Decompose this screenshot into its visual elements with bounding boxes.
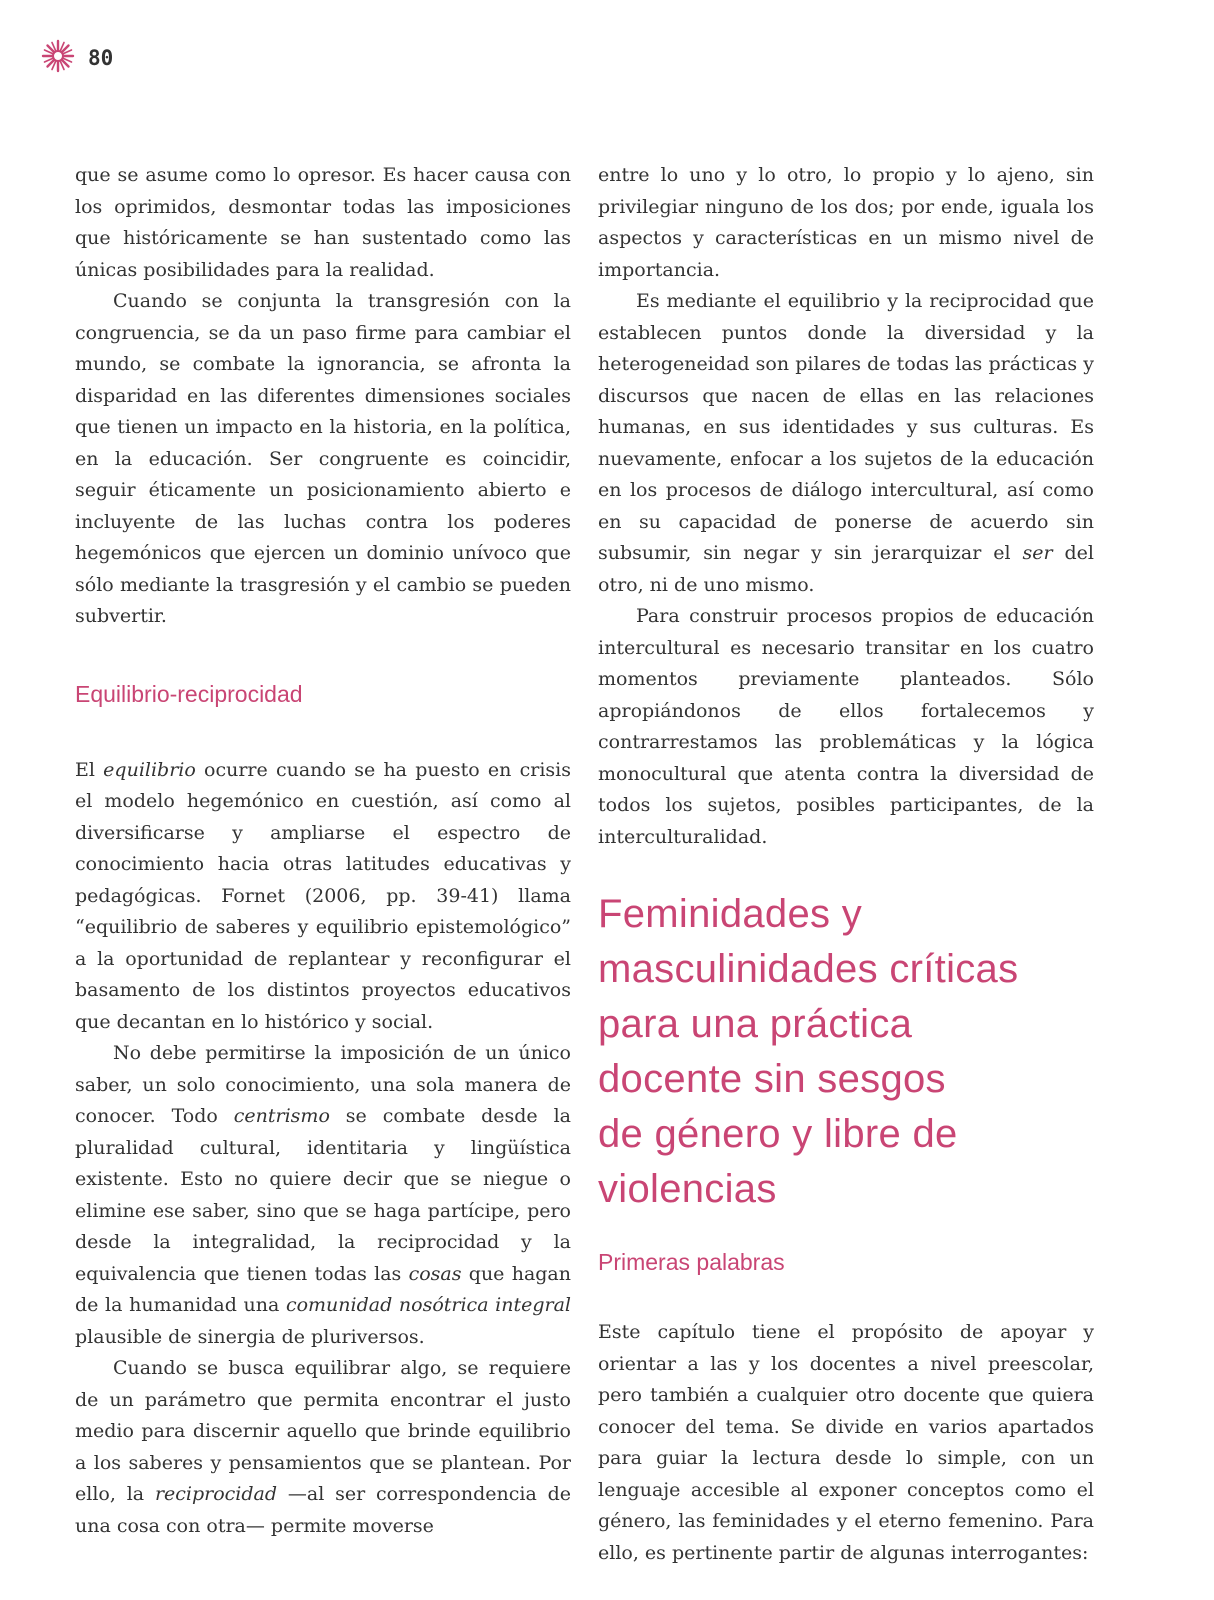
chapter-title-line: violencias [598, 1167, 777, 1211]
paragraph: Cuando se busca equilibrar algo, se requiere de un parámetro que permita encontrar el justo medio para discernir aquello que brinde equilibrio a los saberes y pensamientos que se plantean. Por ello, la reciprocidad —al ser correspondencia de una cosa con otra— permite moverse [75, 1357, 571, 1537]
asterisk-flower-icon [40, 38, 76, 78]
paragraph: Para construir procesos propios de educación intercultural es necesario transitar en los cuatro momentos previamente planteados. Sólo apropiándonos de ellos fortalecemos y contrarrestamos las problemáticas y la lógica monocultural que atenta contra la diversidad de todos los sujetos, posibles participantes, de la interculturalidad. [598, 605, 1094, 848]
chapter-title-line: de género y libre de [598, 1112, 958, 1156]
page-header [40, 40, 113, 76]
page-number: 80 [88, 46, 114, 70]
section-heading: Equilibrio-reciprocidad [75, 680, 303, 707]
chapter-title-line: Feminidades y [598, 892, 863, 936]
paragraph: No debe permitirse la imposición de un único saber, un solo conocimiento, una sola manera de conocer. Todo centrismo se combate desde la pluralidad cultural, identitaria y lingüística existente. Esto no quiere decir que se niegue o elimine ese saber, sino que se haga partícipe, pero desde la integralidad, la reciprocidad y la equivalencia que tienen todas las cosas que hagan de la humanidad una comunidad nosótrica integral plausible de sinergia de pluriversos. [75, 1042, 571, 1348]
chapter-title [598, 887, 1094, 1217]
right-column [598, 160, 1094, 1569]
left-column [75, 160, 571, 1542]
paragraph: Este capítulo tiene el propósito de apoyar y orientar a las y los docentes a nivel preescolar, pero también a cualquier otro docente que quiera conocer del tema. Se divide en varios apartados para guiar la lectura desde lo simple, con un lenguaje accesible al exponer conceptos como el género, las feminidades y el eterno femenino. Para ello, es pertinente partir de algunas interrogantes: [598, 1321, 1094, 1564]
paragraph: que se asume como lo opresor. Es hacer causa con los oprimidos, desmontar todas las imposiciones que históricamente se han sustentado como las únicas posibilidades para la realidad. [75, 164, 571, 281]
chapter-title-line: docente sin sesgos [598, 1057, 946, 1101]
paragraph: Es mediante el equilibrio y la reciprocidad que establecen puntos donde la diversidad y la heterogeneidad son pilares de todas las prácticas y discursos que nacen de ellas en las relaciones humanas, en sus identidades y sus culturas. Es nuevamente, enfocar a los sujetos de la educación en los procesos de diálogo intercultural, así como en su capacidad de ponerse de acuerdo sin subsumir, sin negar y sin jerarquizar el ser del otro, ni de uno mismo. [598, 290, 1094, 596]
chapter-title-line: para una práctica [598, 1002, 913, 1046]
paragraph: El equilibrio ocurre cuando se ha puesto en crisis el modelo hegemónico en cuestión, así como al diversificarse y ampliarse el espectro de conocimiento hacia otras latitudes educativas y pedagógicas. Fornet (2006, pp. 39-41) llama “equilibrio de saberes y equilibrio epistemológico” a la oportunidad de replantear y reconfigurar el basamento de los distintos proyectos educativos que decantan en lo histórico y social. [75, 758, 571, 1033]
paragraph: Cuando se conjunta la transgresión con la congruencia, se da un paso firme para cambiar el mundo, se combate la ignorancia, se afronta la disparidad en las diferentes dimensiones sociales que tienen un impacto en la historia, en la política, en la educación. Ser congruente es coincidir, seguir éticamente un posicionamiento abierto e incluyente de las luchas contra los poderes hegemónicos que ejercen un dominio unívoco que sólo mediante la trasgresión y el cambio se pueden subvertir. [75, 290, 571, 627]
subheading: Primeras palabras [598, 1249, 785, 1275]
paragraph: entre lo uno y lo otro, lo propio y lo ajeno, sin privilegiar ninguno de los dos; por ende, iguala los aspectos y características en un mismo nivel de importancia. [598, 164, 1094, 281]
chapter-title-line: masculinidades críticas [598, 947, 1019, 991]
